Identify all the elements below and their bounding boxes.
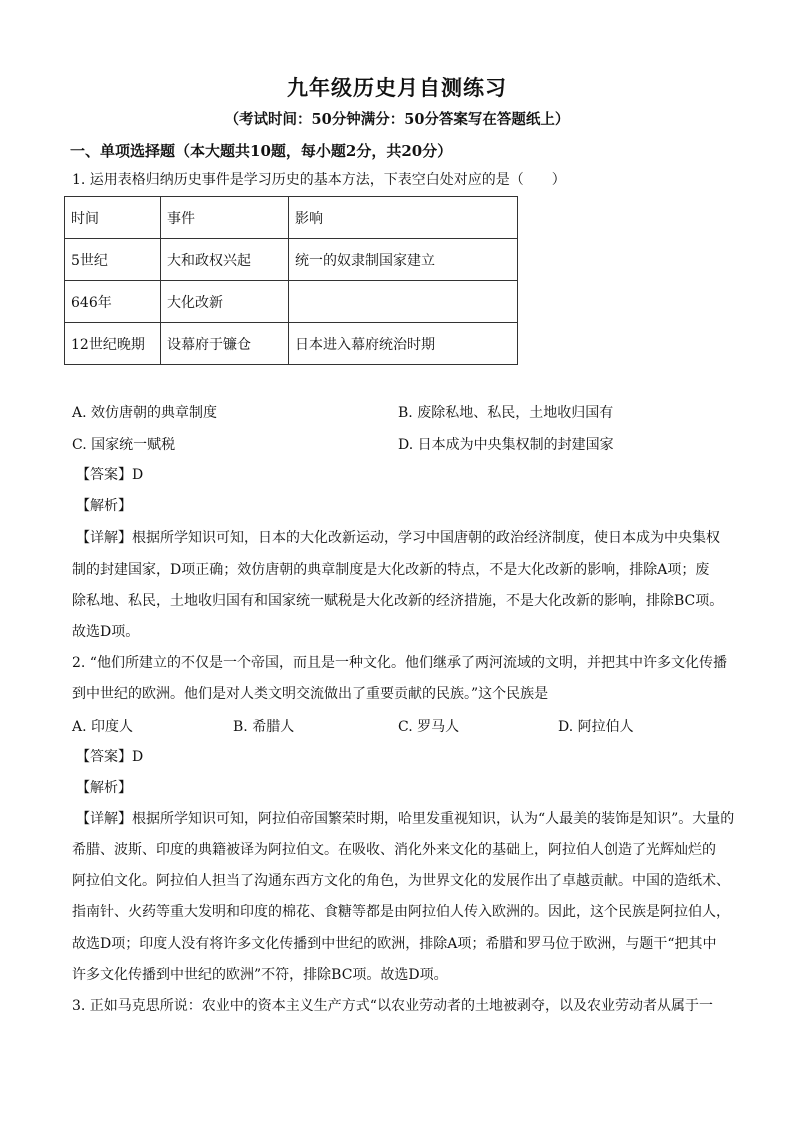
- table-cell: 大和政权兴起: [161, 239, 289, 281]
- question-1-table: [64, 196, 518, 365]
- table-cell: 设幕府于镰仓: [161, 323, 289, 365]
- question-1-option-c: C. 国家统一赋税: [72, 437, 176, 453]
- table-header-row: [65, 197, 518, 239]
- question-2-detail-line: 许多文化传播到中世纪的欧洲”不符，排除BC项。故选D项。: [72, 967, 448, 983]
- table-row: [65, 323, 518, 365]
- question-1-stem: 1. 运用表格归纳历史事件是学习历史的基本方法，下表空白处对应的是（ ）: [72, 172, 566, 188]
- question-1-answer: 【答案】D: [76, 467, 144, 483]
- question-2-option-c: C. 罗马人: [398, 719, 460, 735]
- section-heading: 一、单项选择题（本大题共10题，每小题2分，共20分）: [70, 142, 453, 160]
- question-2-analysis-label: 【解析】: [76, 780, 132, 796]
- question-2-detail-line: 故选D项；印度人没有将许多文化传播到中世纪的欧洲，排除A项；希腊和罗马位于欧洲，与题干“把其中: [72, 936, 717, 952]
- table-cell: 日本进入幕府统治时期: [289, 323, 518, 365]
- question-3-stem: 3. 正如马克思所说：农业中的资本主义生产方式“以农业劳动者的土地被剥夺，以及农业劳动者从属于一: [72, 998, 713, 1014]
- question-1-option-d: D. 日本成为中央集权制的封建国家: [398, 437, 614, 453]
- question-1-detail-line: 【详解】根据所学知识可知，日本的大化改新运动，学习中国唐朝的政治经济制度，使日本成为中央集权: [76, 530, 720, 546]
- table-cell: 646年: [65, 281, 161, 323]
- table-cell: 大化改新: [161, 281, 289, 323]
- question-1-option-a: A. 效仿唐朝的典章制度: [72, 405, 218, 421]
- page-title: 九年级历史月自测练习: [287, 75, 507, 100]
- question-1-detail-line: 制的封建国家，D项正确；效仿唐朝的典章制度是大化改新的特点，不是大化改新的影响，排除A项；废: [72, 562, 710, 578]
- question-1-analysis-label: 【解析】: [76, 498, 132, 514]
- question-2-stem-line: 2. “他们所建立的不仅是一个帝国，而且是一种文化。他们继承了两河流域的文明，并把其中许多文化传播: [72, 655, 727, 671]
- table-cell: 5世纪: [65, 239, 161, 281]
- question-2-stem-line: 到中世纪的欧洲。他们是对人类文明交流做出了重要贡献的民族。”这个民族是: [72, 686, 549, 702]
- question-2-detail-line: 希腊、波斯、印度的典籍被译为阿拉伯文。在吸收、消化外来文化的基础上，阿拉伯人创造了光辉灿烂的: [72, 842, 716, 858]
- question-1-option-b: B. 废除私地、私民，土地收归国有: [398, 405, 614, 421]
- question-2-detail-line: 【详解】根据所学知识可知，阿拉伯帝国繁荣时期，哈里发重视知识，认为“人最美的装饰是知识”。大量的: [76, 811, 735, 827]
- table-cell: [289, 281, 518, 323]
- table-header-cell: 影响: [289, 197, 518, 239]
- question-2-option-a: A. 印度人: [72, 719, 134, 735]
- table-row: [65, 281, 518, 323]
- question-2-answer: 【答案】D: [76, 749, 144, 765]
- table-header-cell: 时间: [65, 197, 161, 239]
- question-2-detail-line: 指南针、火药等重大发明和印度的棉花、食糖等都是由阿拉伯人传入欧洲的。因此，这个民族是阿拉伯人，: [72, 904, 730, 920]
- table-cell: 12世纪晚期: [65, 323, 161, 365]
- table-cell: 统一的奴隶制国家建立: [289, 239, 518, 281]
- question-2-detail-line: 阿拉伯文化。阿拉伯人担当了沟通东西方文化的角色，为世界文化的发展作出了卓越贡献。中国的造纸术、: [72, 873, 730, 889]
- table-header-cell: 事件: [161, 197, 289, 239]
- question-2-option-d: D. 阿拉伯人: [558, 719, 634, 735]
- question-2-option-b: B. 希腊人: [233, 719, 295, 735]
- table-row: [65, 239, 518, 281]
- question-1-detail-line: 除私地、私民，土地收归国有和国家统一赋税是大化改新的经济措施，不是大化改新的影响，排除BC项。: [72, 593, 724, 609]
- question-1-detail-line: 故选D项。: [72, 624, 140, 640]
- exam-instructions: （考试时间：50分钟满分：50分答案写在答题纸上）: [224, 111, 570, 128]
